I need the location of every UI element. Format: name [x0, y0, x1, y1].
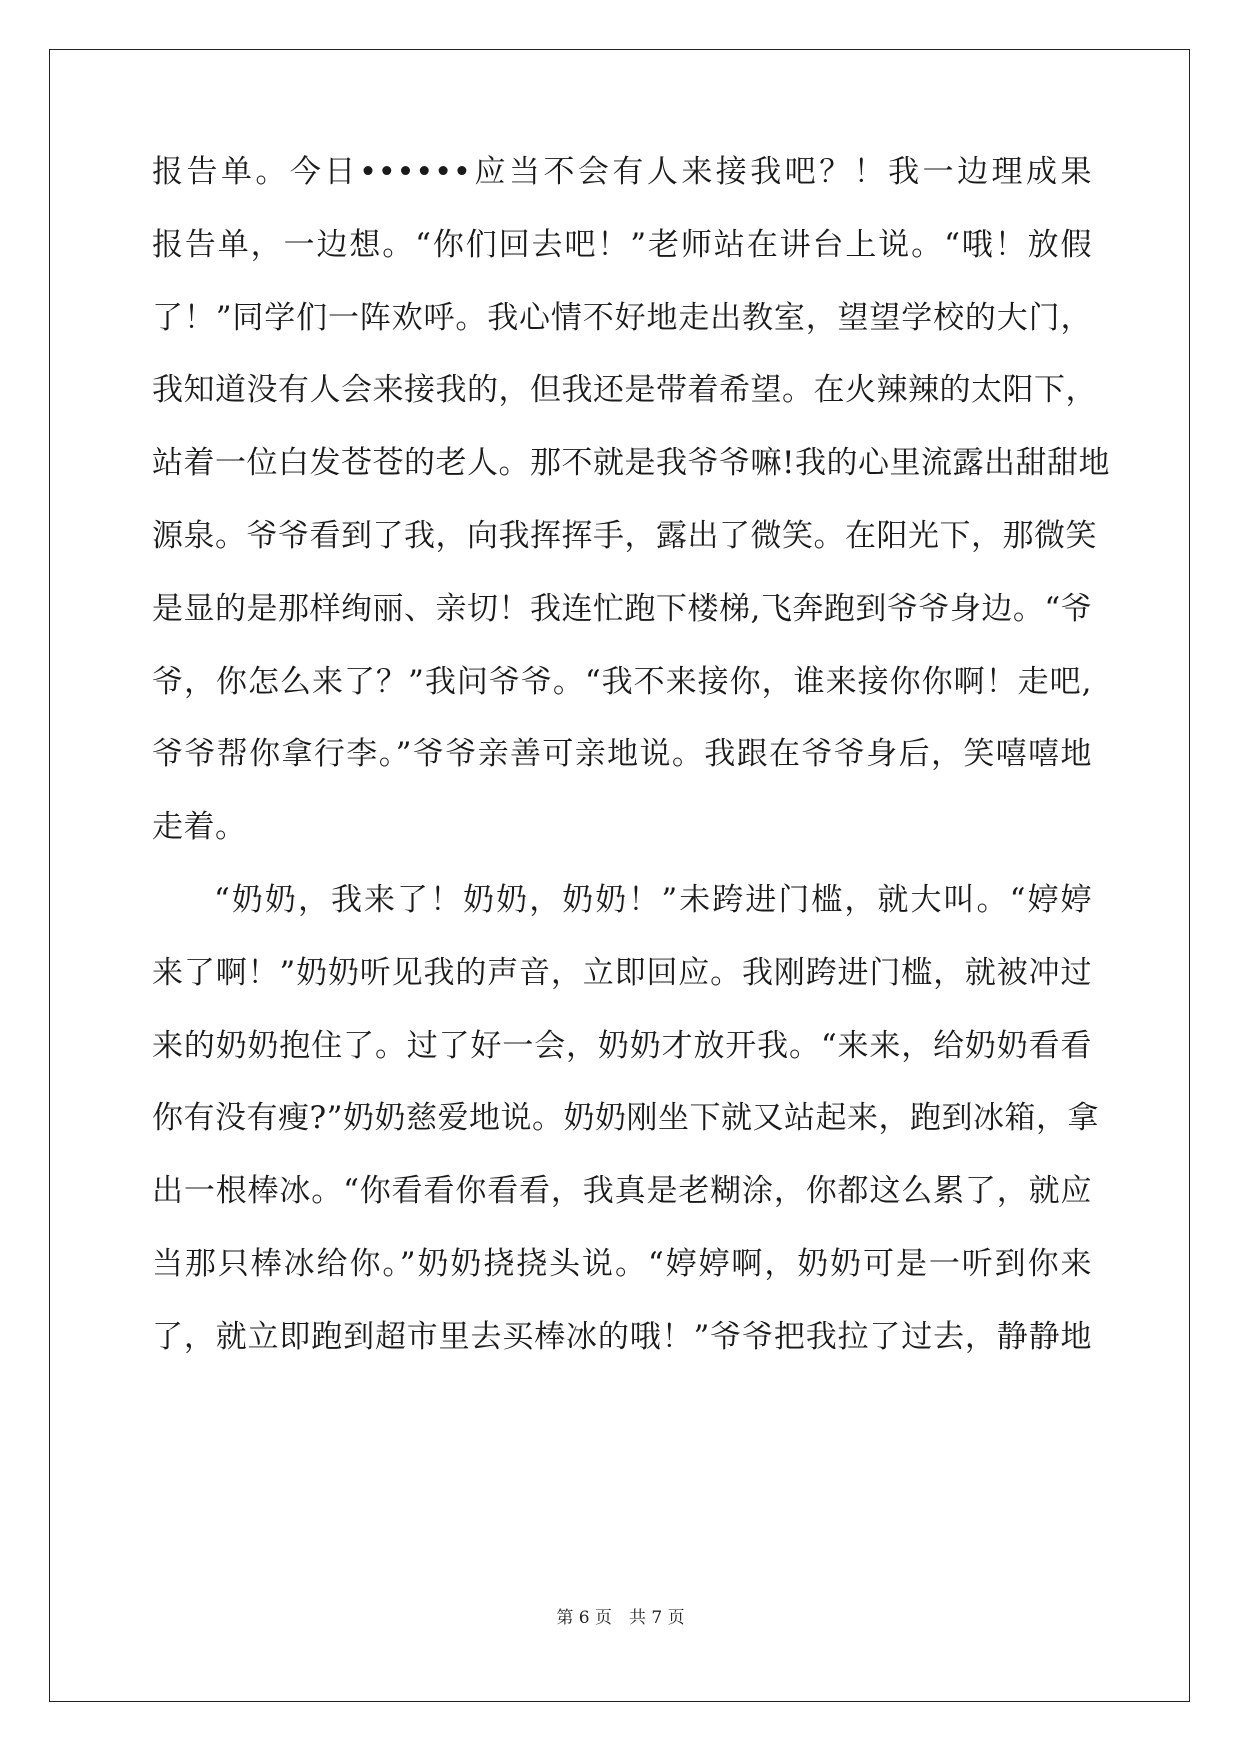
text-line: 当那只棒冰给你。”奶奶挠挠头说。“婷婷啊，奶奶可是一听到你来	[152, 1246, 1092, 1282]
text-line: 报告单，一边想。“你们回去吧！”老师站在讲台上说。“哦！放假	[152, 227, 1092, 263]
text-line: 是显的是那样绚丽、亲切！我连忙跑下楼梯,飞奔跑到爷爷身边。“爷	[152, 591, 1093, 627]
text-line: 爷爷帮你拿行李。”爷爷亲善可亲地说。我跟在爷爷身后，笑嘻嘻地	[152, 736, 1092, 772]
text-line: 我知道没有人会来接我的，但我还是带着希望。在火辣辣的太阳下，	[152, 372, 1097, 408]
text-line: 出一根棒冰。“你看看你看看，我真是老糊涂，你都这么累了，就应	[152, 1173, 1092, 1209]
text-line: 爷，你怎么来了？”我问爷爷。“我不来接你，谁来接你你啊！走吧,	[152, 664, 1092, 700]
page-border	[49, 49, 1190, 1702]
text-line: 了，就立即跑到超市里去买棒冰的哦！”爷爷把我拉了过去，静静地	[152, 1319, 1092, 1355]
text-line: 源泉。爷爷看到了我，向我挥挥手，露出了微笑。在阳光下，那微笑	[152, 518, 1097, 554]
text-line: 来了啊！”奶奶听见我的声音，立即回应。我刚跨进门槛，就被冲过	[152, 955, 1092, 991]
text-line: “奶奶，我来了！奶奶，奶奶！”未跨进门槛，就大叫。“婷婷	[214, 882, 1092, 918]
page-number-footer: 第 6 页 共 7 页	[556, 1608, 685, 1628]
text-line: 走着。	[152, 809, 247, 845]
text-line: 来的奶奶抱住了。过了好一会，奶奶才放开我。“来来，给奶奶看看	[152, 1028, 1092, 1064]
text-line: 了！”同学们一阵欢呼。我心情不好地走出教室，望望学校的大门，	[152, 300, 1092, 336]
text-line: 报告单。今日••••••应当不会有人来接我吧？！我一边理成果	[152, 154, 1092, 190]
text-line: 站着一位白发苍苍的老人。那不就是我爷爷嘛!我的心里流露出甜甜地	[152, 445, 1110, 481]
text-line: 你有没有瘦?”奶奶慈爱地说。奶奶刚坐下就又站起来，跑到冰箱，拿	[152, 1100, 1099, 1136]
